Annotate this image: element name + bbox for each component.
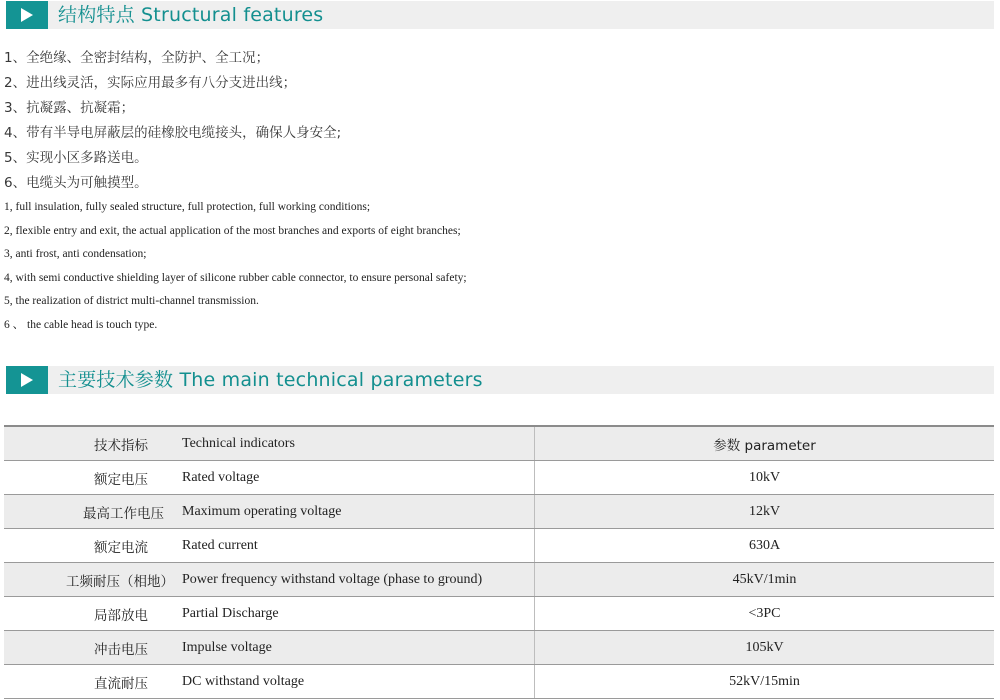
cell-value: 52kV/15min — [535, 665, 995, 699]
list-item: 1, full insulation, fully sealed structure, full protection, full working conditions; — [4, 201, 371, 213]
features-list-en — [4, 196, 467, 337]
cell-en: Partial Discharge — [178, 597, 535, 631]
list-item: 3、抗凝露、抗凝霜； — [4, 100, 135, 116]
cell-zh: 直流耐压 — [4, 665, 178, 699]
list-item: 5、实现小区多路送电。 — [4, 150, 148, 166]
cell-en: Rated current — [178, 529, 535, 563]
cell-zh: 局部放电 — [4, 597, 178, 631]
cell-zh: 额定电流 — [4, 529, 178, 563]
cell-zh: 冲击电压 — [4, 631, 178, 665]
cell-value: 45kV/1min — [535, 563, 995, 597]
list-item: 1、全绝缘、全密封结构，全防护、全工况； — [4, 50, 270, 66]
header-zh: 技术指标 — [4, 426, 178, 461]
list-item: 6、电缆头为可触摸型。 — [4, 175, 148, 191]
cell-value: 105kV — [535, 631, 995, 665]
table-header-row — [4, 426, 994, 461]
structural-features-header — [6, 1, 994, 29]
cell-value: 12kV — [535, 495, 995, 529]
list-item: 2, flexible entry and exit, the actual application of the most branches and exports of eight branches; — [4, 224, 461, 237]
cell-en: Maximum operating voltage — [178, 495, 535, 529]
play-arrow-icon — [6, 1, 48, 29]
table-row — [4, 597, 994, 631]
table-row — [4, 495, 994, 529]
cell-value: 10kV — [535, 461, 995, 495]
technical-parameters-header — [6, 366, 994, 394]
header-value: 参数 parameter — [535, 426, 995, 461]
section-title: 结构特点 Structural features — [58, 4, 324, 26]
cell-en: Impulse voltage — [178, 631, 535, 665]
list-item: 3, anti frost, anti condensation; — [4, 248, 147, 260]
list-item: 6 、 the cable head is touch type. — [4, 318, 158, 331]
table-row — [4, 529, 994, 563]
list-item: 4、带有半导电屏蔽层的硅橡胶电缆接头，确保人身安全; — [4, 125, 342, 141]
play-arrow-icon — [6, 366, 48, 394]
features-list-zh — [4, 46, 341, 196]
parameters-table — [4, 425, 994, 699]
section-title: 主要技术参数 The main technical parameters — [58, 369, 483, 391]
table-row — [4, 563, 994, 597]
cell-value: 630A — [535, 529, 995, 563]
cell-en: Rated voltage — [178, 461, 535, 495]
list-item: 2、进出线灵活，实际应用最多有八分支进出线； — [4, 75, 297, 91]
table-row — [4, 461, 994, 495]
list-item: 4, with semi conductive shielding layer of silicone rubber cable connector, to ensure personal safety; — [4, 271, 467, 284]
cell-en: DC withstand voltage — [178, 665, 535, 699]
table-row — [4, 665, 994, 699]
cell-value: <3PC — [535, 597, 995, 631]
cell-zh: 额定电压 — [4, 461, 178, 495]
list-item: 5, the realization of district multi-channel transmission. — [4, 295, 259, 307]
header-en: Technical indicators — [178, 426, 535, 461]
table-row — [4, 631, 994, 665]
cell-zh: 工频耐压（相地） — [4, 563, 178, 597]
cell-zh: 最高工作电压 — [4, 495, 178, 529]
cell-en: Power frequency withstand voltage (phase to ground) — [178, 563, 535, 597]
